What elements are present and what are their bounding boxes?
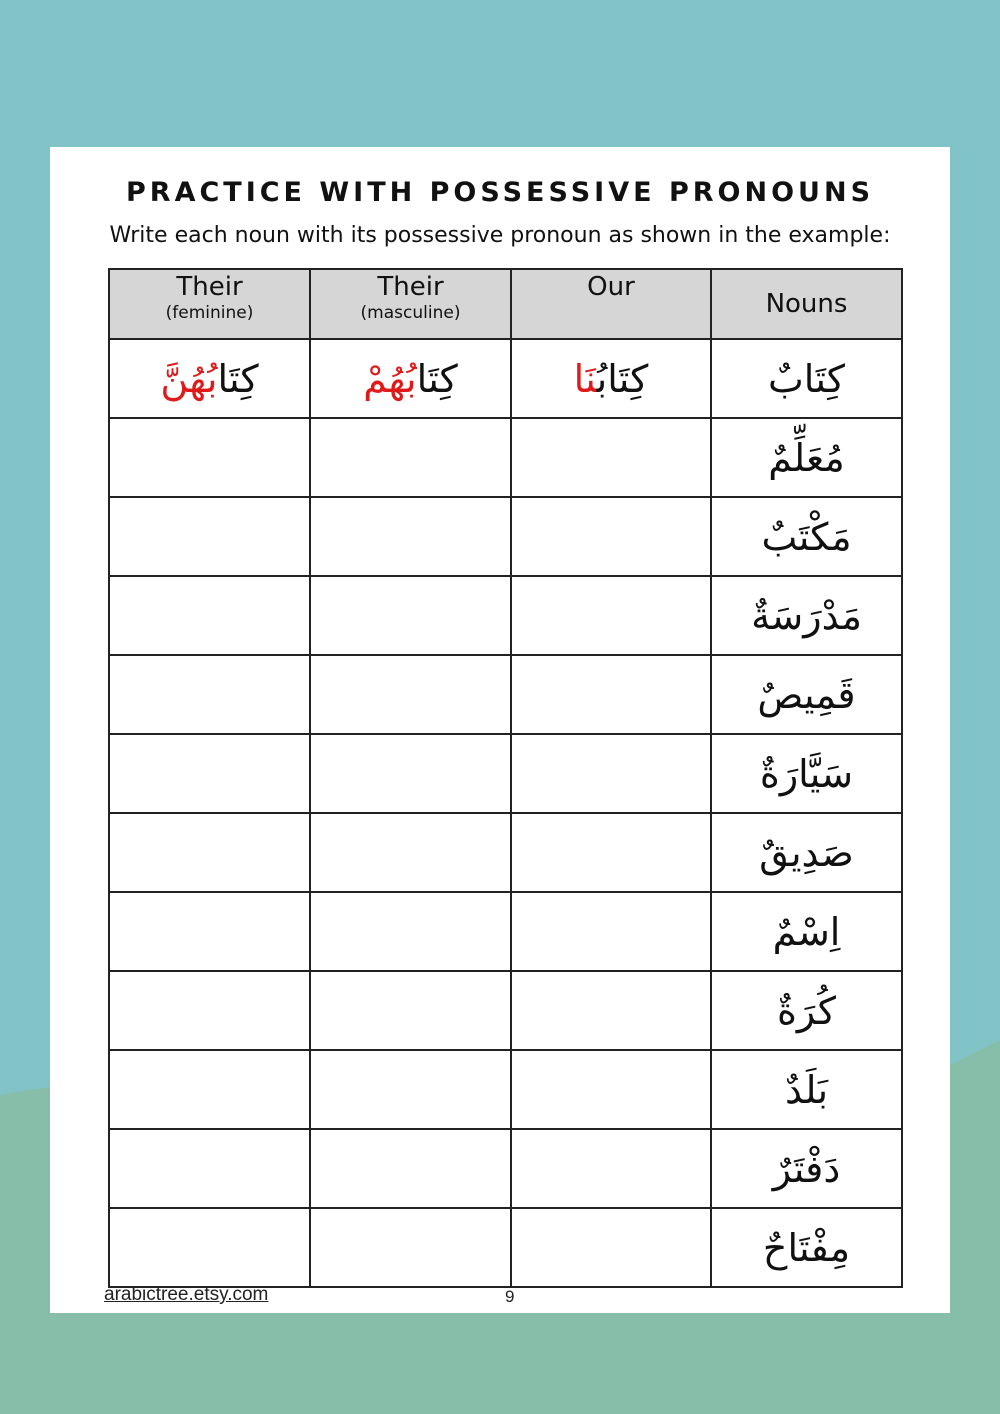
noun-cell: قَمِيصٌ (711, 655, 902, 734)
worksheet-page (50, 147, 950, 1313)
answer-cell-masculine[interactable] (310, 655, 511, 734)
noun-cell: صَدِيقٌ (711, 813, 902, 892)
page-title: PRACTICE WITH POSSESSIVE PRONOUNS (125, 177, 875, 208)
noun-cell: مَدْرَسَةٌ (711, 576, 902, 655)
answer-cell-masculine[interactable] (310, 576, 511, 655)
table-header-row (109, 269, 902, 339)
answer-cell-feminine[interactable] (109, 655, 310, 734)
answer-cell-feminine[interactable] (109, 892, 310, 971)
table-row (109, 497, 902, 576)
practice-table (108, 268, 903, 1288)
page-number: 9 (505, 1287, 515, 1306)
answer-cell-feminine[interactable] (109, 418, 310, 497)
answer-cell-our[interactable] (511, 734, 711, 813)
answer-cell-masculine[interactable] (310, 418, 511, 497)
answer-cell-our[interactable] (511, 1208, 711, 1287)
answer-cell-feminine[interactable] (109, 813, 310, 892)
answer-cell-our[interactable] (511, 655, 711, 734)
noun-cell: كُرَةٌ (711, 971, 902, 1050)
noun-cell: سَيَّارَةٌ (711, 734, 902, 813)
noun-cell: بَلَدٌ (711, 1050, 902, 1129)
answer-cell-our[interactable] (511, 813, 711, 892)
table-row (109, 1129, 902, 1208)
answer-cell-masculine[interactable] (310, 1208, 511, 1287)
table-row (109, 892, 902, 971)
table-row (109, 813, 902, 892)
noun-cell: دَفْتَرٌ (711, 1129, 902, 1208)
answer-cell-masculine[interactable] (310, 813, 511, 892)
answer-cell-feminine[interactable] (109, 576, 310, 655)
answer-cell-masculine[interactable] (310, 1050, 511, 1129)
noun-cell: مَكْتَبٌ (711, 497, 902, 576)
example-masculine-cell: كِتَابُهُمْ (310, 339, 511, 418)
answer-cell-our[interactable] (511, 576, 711, 655)
answer-cell-our[interactable] (511, 1050, 711, 1129)
noun-cell: مُعَلِّمٌ (711, 418, 902, 497)
table-row (109, 418, 902, 497)
example-feminine-cell: كِتَابُهُنَّ (109, 339, 310, 418)
header-their-feminine: Their (feminine) (109, 269, 310, 339)
header-our: Our (511, 269, 711, 339)
table-row (109, 971, 902, 1050)
answer-cell-masculine[interactable] (310, 497, 511, 576)
answer-cell-our[interactable] (511, 1129, 711, 1208)
header-nouns: Nouns (711, 269, 902, 339)
answer-cell-masculine[interactable] (310, 971, 511, 1050)
answer-cell-our[interactable] (511, 971, 711, 1050)
answer-cell-our[interactable] (511, 497, 711, 576)
shop-link[interactable]: arabictree.etsy.com (104, 1284, 269, 1305)
possessive-suffix: نَا (573, 356, 597, 401)
answer-cell-masculine[interactable] (310, 734, 511, 813)
table-row (109, 655, 902, 734)
instructions-text: Write each noun with its possessive pronoun as shown in the example: (109, 223, 891, 248)
possessive-suffix: بُهُنَّ (160, 356, 218, 401)
noun-cell: مِفْتَاحٌ (711, 1208, 902, 1287)
example-our-cell: كِتَابُنَا (511, 339, 711, 418)
example-noun-cell: كِتَابٌ (711, 339, 902, 418)
table-row (109, 576, 902, 655)
answer-cell-masculine[interactable] (310, 892, 511, 971)
answer-cell-our[interactable] (511, 418, 711, 497)
answer-cell-feminine[interactable] (109, 734, 310, 813)
possessive-suffix: بُهُمْ (363, 356, 417, 401)
answer-cell-our[interactable] (511, 892, 711, 971)
example-row (109, 339, 902, 418)
answer-cell-feminine[interactable] (109, 1050, 310, 1129)
table-row (109, 1050, 902, 1129)
answer-cell-feminine[interactable] (109, 497, 310, 576)
answer-cell-feminine[interactable] (109, 971, 310, 1050)
answer-cell-masculine[interactable] (310, 1129, 511, 1208)
table-row (109, 734, 902, 813)
answer-cell-feminine[interactable] (109, 1208, 310, 1287)
table-row (109, 1208, 902, 1287)
header-their-masculine: Their (masculine) (310, 269, 511, 339)
answer-cell-feminine[interactable] (109, 1129, 310, 1208)
noun-cell: اِسْمٌ (711, 892, 902, 971)
